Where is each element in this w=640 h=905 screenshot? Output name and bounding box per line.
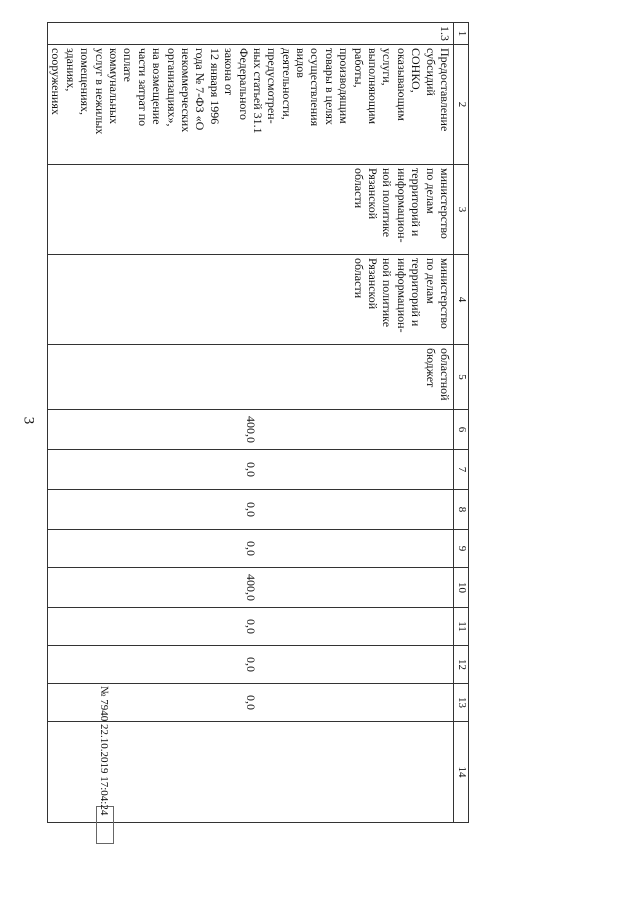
- col-header: 9: [454, 530, 469, 568]
- col-header: 7: [454, 450, 469, 490]
- col-header: 14: [454, 722, 469, 823]
- header-row: [454, 23, 469, 823]
- col-header: 13: [454, 684, 469, 722]
- registration-footer: [96, 686, 112, 886]
- col-header: 2: [454, 45, 469, 165]
- col-header: 4: [454, 255, 469, 345]
- responsible-executor: министерство по делам территорий и информацион- ной политике Рязанской области: [48, 165, 454, 255]
- col-header: 1: [454, 23, 469, 45]
- amount-cell: 0,0: [48, 684, 454, 722]
- amount-cell: 0,0: [48, 490, 454, 530]
- main-distributor: министерство по делам территорий и информацион- ной политике Рязанской области: [48, 255, 454, 345]
- measure-description: Предоставление субсидий СОНКО, оказывающим услуги, выполняющим работы, производящим товары в целях осуществления видов деятельности, предусмотрен- ных статьей 31.1 Федерального закона от 12 января 1996 года № 7-ФЗ «О некоммерческих организациях», на возмещение части затрат по оплате коммунальных услуг в нежилых помещениях, зданиях, сооружениях: [48, 45, 454, 165]
- col-header: 10: [454, 568, 469, 608]
- col-header: 12: [454, 646, 469, 684]
- row-number: 1.3: [48, 23, 454, 45]
- col-header: 3: [454, 165, 469, 255]
- amount-cell: 0,0: [48, 530, 454, 568]
- registration-stamp: № 7940 22.10.2019 17:04:24: [98, 686, 110, 816]
- page-number: 3: [20, 416, 37, 425]
- amount-cell: 400,0: [48, 568, 454, 608]
- funding-source: областной бюджет: [48, 345, 454, 410]
- amount-cell: 400,0: [48, 410, 454, 450]
- col-header: 8: [454, 490, 469, 530]
- col-header: 6: [454, 410, 469, 450]
- col-header: 11: [454, 608, 469, 646]
- amount-cell: 0,0: [48, 450, 454, 490]
- amount-cell: 0,0: [48, 608, 454, 646]
- col-header: 5: [454, 345, 469, 410]
- amount-cell: 0,0: [48, 646, 454, 684]
